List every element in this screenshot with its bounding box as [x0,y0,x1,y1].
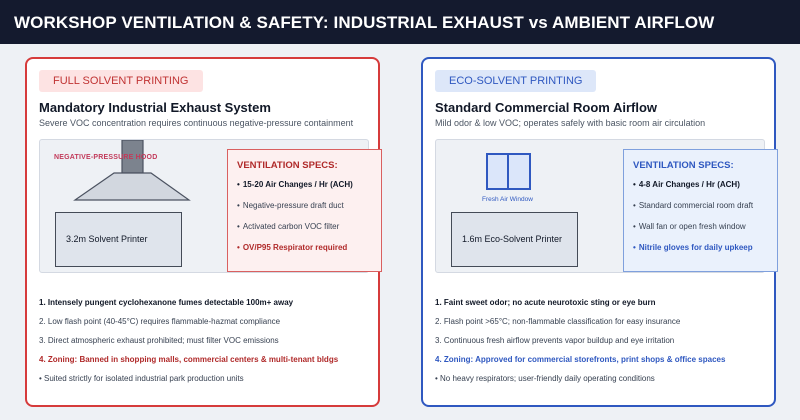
eco-printer-box [451,212,578,267]
full-solvent-notes [39,297,338,392]
hood-label: NEGATIVE-PRESSURE HOOD [54,154,158,161]
exhaust-diagram [39,139,369,273]
specs-title: VENTILATION SPECS: [633,160,734,171]
full-solvent-panel [25,57,380,407]
eco-solvent-tag: ECO-SOLVENT PRINTING [435,70,596,92]
note-item: 2. Flash point >65°C; non-flammable classification for easy insurance [435,317,681,326]
window-label: Fresh Air Window [482,196,533,203]
spec-item: • Nitrile gloves for daily upkeep [633,243,753,252]
note-item: 4. Zoning: Banned in shopping malls, commercial centers & multi-tenant bldgs [39,355,339,364]
eco-solvent-subtitle: Mild odor & low VOC; operates safely with basic room air circulation [435,118,706,128]
specs-title: VENTILATION SPECS: [237,160,338,171]
spec-item: • Wall fan or open fresh window [633,222,746,231]
page-title: WORKSHOP VENTILATION & SAFETY: INDUSTRIAL EXHAUST vs AMBIENT AIRFLOW [14,13,715,32]
header-bar [0,0,800,44]
note-item: 2. Low flash point (40-45°C) requires flammable-hazmat compliance [39,317,281,326]
note-item: 1. Intensely pungent cyclohexanone fumes detectable 100m+ away [39,298,294,307]
note-item: • Suited strictly for isolated industrial park production units [39,374,244,383]
full-solvent-tag: FULL SOLVENT PRINTING [39,70,203,92]
note-item: 1. Faint sweet odor; no acute neurotoxic sting or eye burn [435,298,656,307]
solvent-printer-label: 3.2m Solvent Printer [66,234,148,244]
eco-solvent-title: Standard Commercial Room Airflow [435,100,657,115]
spec-item: • Negative-pressure draft duct [237,201,344,210]
full-solvent-specs [227,149,382,272]
airflow-diagram [435,139,765,273]
specs-list [633,179,753,263]
spec-item: • 4-8 Air Changes / Hr (ACH) [633,180,740,189]
note-item: • No heavy respirators; user-friendly daily operating conditions [435,374,655,383]
solvent-printer-box [55,212,182,267]
spec-item: • 15-20 Air Changes / Hr (ACH) [237,180,353,189]
note-item: 4. Zoning: Approved for commercial storefronts, print shops & office spaces [435,355,726,364]
window-icon [486,153,531,190]
full-solvent-title: Mandatory Industrial Exhaust System [39,100,271,115]
spec-item: • Standard commercial room draft [633,201,754,210]
eco-printer-label: 1.6m Eco-Solvent Printer [462,234,563,244]
note-item: 3. Direct atmospheric exhaust prohibited; must filter VOC emissions [39,336,279,345]
eco-solvent-notes [435,297,725,392]
note-item: 3. Continuous fresh airflow prevents vapor buildup and eye irritation [435,336,675,345]
spec-item: • Activated carbon VOC filter [237,222,340,231]
eco-solvent-specs [623,149,778,272]
eco-solvent-panel [421,57,776,407]
spec-item: • OV/P95 Respirator required [237,243,348,252]
full-solvent-subtitle: Severe VOC concentration requires continuous negative-pressure containment [39,118,354,128]
window-mullion [507,155,509,188]
specs-list [237,179,353,263]
